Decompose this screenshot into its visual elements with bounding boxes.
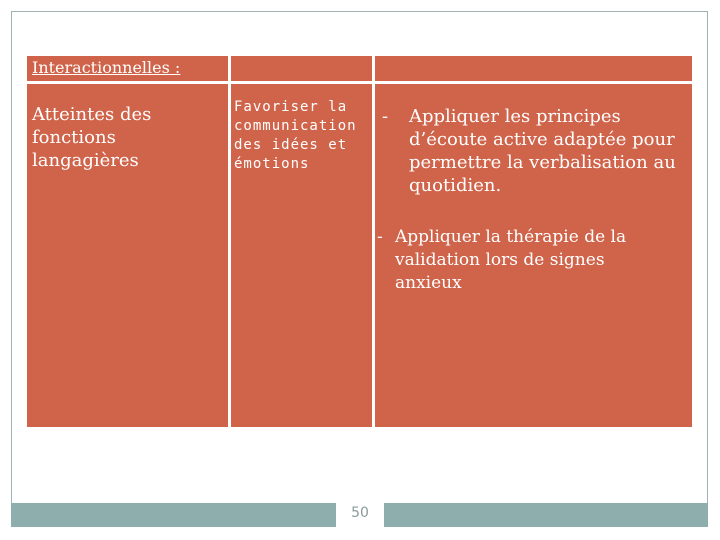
table-header [32, 56, 180, 80]
cell-domain: Atteintes des fonctions langagières [32, 104, 152, 171]
action-1-dash: - [382, 106, 389, 127]
table-header-label: Interactionnelles [32, 58, 170, 77]
column-divider-1 [228, 56, 231, 427]
action-1-text: Appliquer les principes d’écoute active adaptée pour permettre la verbalisation au quotidien. [409, 106, 676, 196]
cell-objective: Favoriser la communication des idées et émotions [234, 99, 357, 172]
header-row-divider [27, 81, 692, 84]
action-2-text: Appliquer la thérapie de la validation lors de signes anxieux [395, 227, 627, 293]
table-header-colon: : [169, 58, 181, 77]
action-2-dash: - [377, 227, 383, 247]
page-number: 50 [351, 505, 369, 521]
